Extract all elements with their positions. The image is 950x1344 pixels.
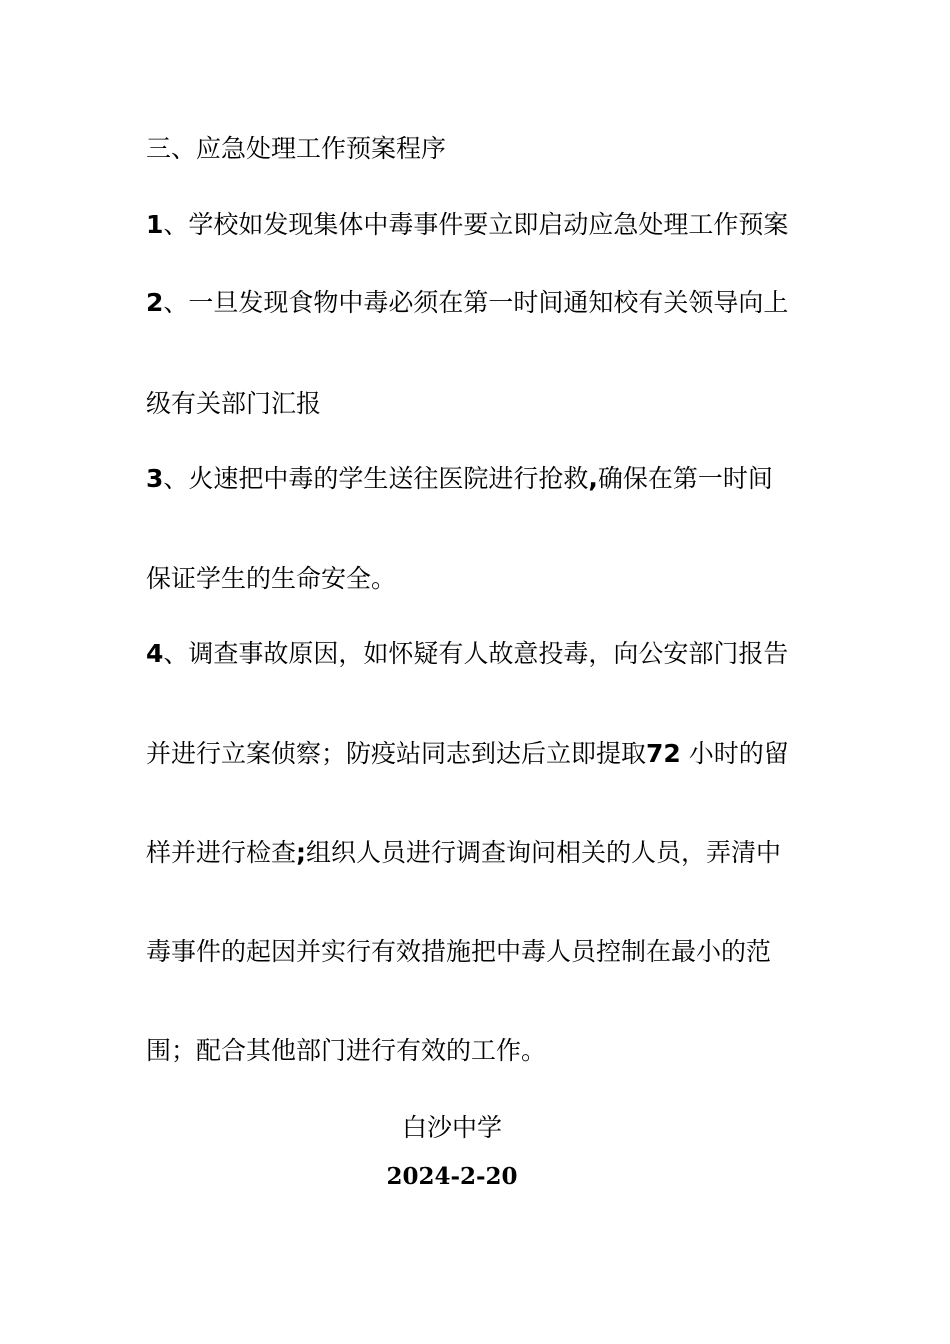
item-text: 、调查事故原因，如怀疑有人故意投毒，向公安部门报告 — [163, 639, 789, 668]
comma: , — [588, 464, 598, 493]
item-3-line-1 — [146, 463, 773, 495]
item-4-line-2 — [146, 738, 789, 770]
item-4-line-4: 毒事件的起因并实行有效措施把中毒人员控制在最小的范 — [146, 937, 772, 966]
item-text: 、学校如发现集体中毒事件要立即启动应急处理工作预案 — [163, 210, 789, 239]
item-text: 样并进行检查 — [146, 838, 297, 867]
signature: 白沙中学 — [401, 1113, 502, 1142]
item-1-line-1 — [146, 209, 788, 241]
item-text: 组织人员进行调查询问相关的人员，弄清中 — [306, 838, 782, 867]
item-2-line-2: 级有关部门汇报 — [146, 389, 322, 418]
item-4-line-1 — [146, 638, 788, 670]
hours-number: 72 — [646, 739, 681, 768]
item-text: 并进行立案侦察；防疫站同志到达后立即提取 — [146, 739, 647, 768]
item-number: 1 — [146, 210, 164, 239]
item-number: 2 — [146, 288, 164, 317]
item-3-line-2: 保证学生的生命安全。 — [146, 564, 397, 593]
item-text: 、一旦发现食物中毒必须在第一时间通知校有关领导向上 — [163, 288, 789, 317]
item-number: 4 — [146, 639, 164, 668]
item-text: 小时的留 — [680, 739, 789, 768]
item-text: 、火速把中毒的学生送往医院进行抢救 — [163, 464, 589, 493]
item-4-line-5: 围；配合其他部门进行有效的工作。 — [146, 1036, 547, 1065]
semicolon: ; — [296, 838, 307, 867]
item-text: 确保在第一时间 — [597, 464, 773, 493]
item-2-line-1 — [146, 287, 788, 319]
item-number: 3 — [146, 464, 164, 493]
date: 2024-2-20 — [386, 1163, 518, 1190]
section-heading: 三、应急处理工作预案程序 — [146, 134, 447, 163]
item-4-line-3 — [146, 837, 781, 869]
